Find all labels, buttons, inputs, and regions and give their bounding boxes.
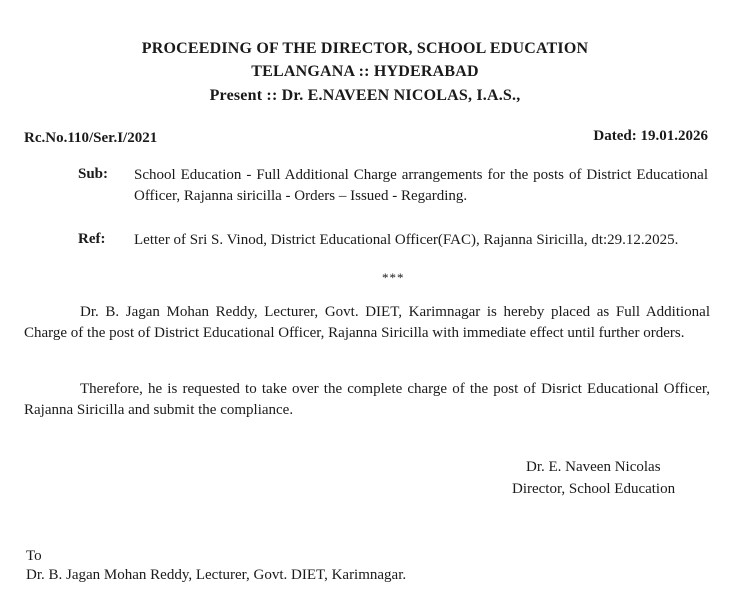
body-paragraph-1: Dr. B. Jagan Mohan Reddy, Lecturer, Govt. DIET, Karimnagar is hereby placed as Full Additional Charge of the post of District Educational Officer, Rajanna Siricilla with immediate effect until further orders. <box>24 304 710 341</box>
reference-label: Ref: <box>78 231 106 247</box>
signatory-title: Director, School Education <box>512 481 676 497</box>
reference-text: Letter of Sri S. Vinod, District Educational Officer(FAC), Rajanna Siricilla, dt:29.12.2025. <box>134 232 679 248</box>
header-office-title: PROCEEDING OF THE DIRECTOR, SCHOOL EDUCATION <box>141 40 589 57</box>
recipient-to-label: To <box>26 548 42 564</box>
document-date: Dated: 19.01.2026 <box>593 128 708 144</box>
header-present: Present :: Dr. E.NAVEEN NICOLAS, I.A.S., <box>209 87 521 104</box>
body-paragraph-2: Therefore, he is requested to take over the complete charge of the post of Disrict Educational Officer, Rajanna Siricilla and submit the compliance. <box>24 381 710 418</box>
section-separator: *** <box>382 270 405 285</box>
subject-text: School Education - Full Additional Charge arrangements for the posts of District Educational Officer, Rajanna siricilla - Orders – Issued - Regarding. <box>134 167 708 204</box>
signatory-name: Dr. E. Naveen Nicolas <box>526 459 661 475</box>
reference-number: Rc.No.110/Ser.I/2021 <box>24 130 158 146</box>
header-location: TELANGANA :: HYDERABAD <box>251 63 479 80</box>
recipient-line: Dr. B. Jagan Mohan Reddy, Lecturer, Govt. DIET, Karimnagar. <box>26 567 407 583</box>
subject-label: Sub: <box>78 166 109 182</box>
